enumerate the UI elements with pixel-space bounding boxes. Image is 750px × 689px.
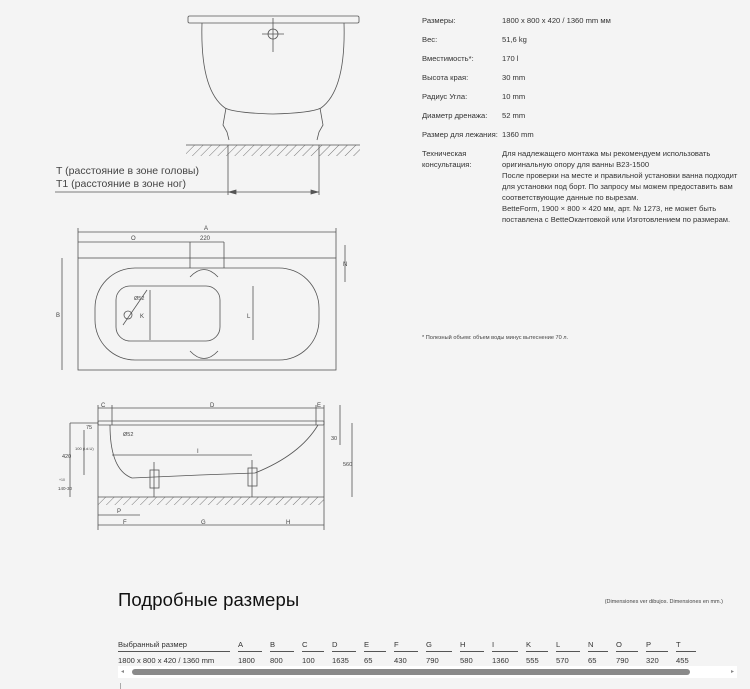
column-header: F: [394, 640, 418, 652]
dim-a: A: [204, 226, 209, 232]
table-cell: 430: [394, 656, 407, 665]
spec-row: [422, 34, 742, 45]
column-header: A: [238, 640, 262, 652]
spec-value: [502, 72, 742, 83]
table-cell: 790: [426, 656, 439, 665]
spec-value-line: 170 l: [502, 54, 519, 63]
dim-b: B: [56, 313, 61, 319]
label-t: T (расстояние в зоне головы): [56, 165, 199, 177]
spec-row: [422, 91, 742, 102]
dim-140: 140-30: [58, 486, 73, 491]
column-header: B: [270, 640, 294, 652]
spec-row: [422, 15, 742, 26]
table-cell: 455: [676, 656, 689, 665]
spec-row: [422, 53, 742, 64]
spec-value-line: 30 mm: [502, 73, 526, 82]
spec-label: Радиус Угла:: [422, 92, 468, 101]
table-cell: 65: [364, 656, 373, 665]
dim-f: F: [123, 520, 127, 526]
spec-list: [422, 15, 742, 233]
spec-row: [422, 110, 742, 121]
column-header: N: [588, 640, 608, 652]
spec-value: [502, 15, 742, 26]
table-cell: 800: [270, 656, 283, 665]
dim-p: P: [117, 509, 122, 515]
spec-label: Техническая консультация:: [422, 149, 472, 169]
table-cell: 1800: [238, 656, 255, 665]
table-cell: 1360: [492, 656, 509, 665]
table-cell: 1800 x 800 x 420 / 1360 mm: [118, 656, 215, 665]
column-header: P: [646, 640, 668, 652]
dim-h: H: [286, 520, 291, 526]
dimensions-table: [118, 640, 696, 665]
spec-value-line: После проверки на месте и правильной установки ванна подходит для установки под борт. По запросу мы можем предоставить вам соответствующие данные по вырезам.: [502, 171, 738, 202]
column-header: O: [616, 640, 638, 652]
table-cell: 100: [302, 656, 315, 665]
spec-value-line: 52 mm: [502, 111, 526, 120]
spec-value-line: Для надлежащего монтажа мы рекомендуем использовать оригинальную опору для ванны B23-1500: [502, 149, 711, 169]
table-cell: 580: [460, 656, 473, 665]
spec-label: Диаметр дренажа:: [422, 111, 488, 120]
horizontal-scrollbar[interactable]: [118, 666, 737, 678]
spec-value: [502, 148, 742, 225]
spec-label: Высота края:: [422, 73, 469, 82]
dim-g: G: [201, 520, 206, 526]
dim-220: 220: [200, 236, 211, 242]
table-cell: 555: [526, 656, 539, 665]
dim-75: 75: [86, 425, 93, 431]
spec-value: [502, 129, 742, 140]
spec-label: Размеры:: [422, 16, 456, 25]
spec-value-line: 1360 mm: [502, 130, 534, 139]
column-header: G: [426, 640, 452, 652]
technical-drawing: [0, 0, 410, 540]
text-cursor: [120, 683, 121, 689]
spec-value-line: 1800 x 800 x 420 / 1360 mm мм: [502, 16, 611, 25]
dim-e: E: [317, 403, 322, 409]
spec-value-line: BetteForm, 1900 × 800 × 420 мм, арт. № 1273, не может быть поставлена с BetteОкантовкой или Изготовлением по размерам.: [502, 204, 731, 224]
spec-value: [502, 110, 742, 121]
spec-row: [422, 72, 742, 83]
column-header: T: [676, 640, 696, 652]
column-header: K: [526, 640, 548, 652]
section-view: [70, 405, 352, 530]
dim-drain-section: Ø52: [123, 432, 134, 438]
column-header: D: [332, 640, 356, 652]
scroll-left-arrow-icon[interactable]: ◂: [121, 669, 125, 675]
column-header: C: [302, 640, 324, 652]
table-row: [118, 652, 696, 666]
dim-560: 560: [343, 462, 353, 468]
dim-100: 100 (i.d.U): [75, 446, 94, 451]
spec-row: [422, 148, 742, 225]
dim-i: I: [197, 449, 199, 455]
column-header: Выбранный размер: [118, 640, 230, 652]
spec-value-line: 10 mm: [502, 92, 526, 101]
footnote: * Полезный объем: объем воды минус вытеснение 70 л.: [422, 335, 569, 341]
dim-c: C: [101, 403, 106, 409]
column-header: L: [556, 640, 580, 652]
dim-drain-top: Ø52: [134, 296, 145, 302]
top-view: [62, 228, 348, 370]
dim-d: D: [210, 403, 215, 409]
table-cell: 65: [588, 656, 597, 665]
table-cell: 570: [556, 656, 569, 665]
dim-o: O: [131, 236, 136, 242]
spec-value: [502, 53, 742, 64]
column-header: E: [364, 640, 386, 652]
dim-k: K: [140, 314, 145, 320]
column-header: I: [492, 640, 518, 652]
label-t1: T1 (расстояние в зоне ног): [56, 178, 187, 190]
dim-l: L: [247, 314, 251, 320]
dim-420: 420: [62, 454, 72, 460]
spec-value-line: 51,6 kg: [502, 35, 527, 44]
dim-30: 30: [331, 436, 338, 442]
spec-label: Вес:: [422, 35, 438, 44]
spec-value: [502, 91, 742, 102]
scroll-thumb[interactable]: [132, 669, 690, 675]
table-cell: 1635: [332, 656, 349, 665]
spec-row: [422, 129, 742, 140]
dimensions-title: Подробные размеры: [118, 589, 300, 610]
spec-label: Размер для лежания:: [422, 130, 498, 139]
dimensions-note: (Dimensiones ver dibujos. Dimensiones en mm.): [604, 599, 723, 605]
scroll-right-arrow-icon[interactable]: ▸: [730, 669, 734, 675]
table-cell: 790: [616, 656, 629, 665]
dim-n: N: [343, 262, 348, 268]
spec-label: Вместимость*:: [422, 54, 474, 63]
table-cell: 320: [646, 656, 659, 665]
dim-140-sup: +10: [59, 478, 65, 482]
spec-value: [502, 34, 742, 45]
column-header: H: [460, 640, 484, 652]
